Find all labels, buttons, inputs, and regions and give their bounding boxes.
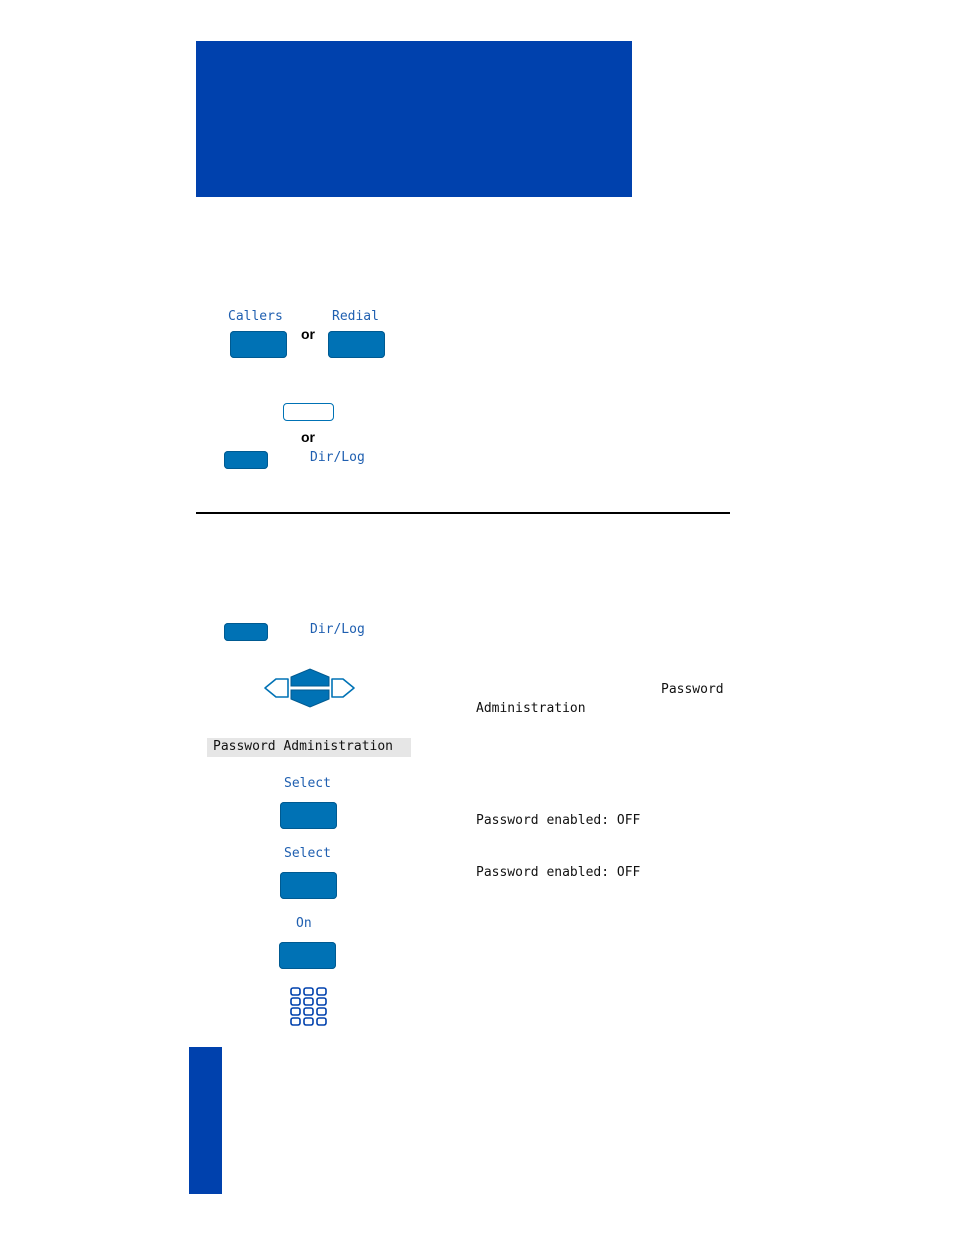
instruction-password-word: Password <box>661 682 724 697</box>
instruction-administration-word: Administration <box>476 701 586 716</box>
header-banner <box>196 41 632 197</box>
dialpad-icon <box>289 986 329 1028</box>
display-strip-text: Password Administration <box>213 739 394 754</box>
callers-softkey-label: Callers <box>228 309 283 324</box>
or-text-1: or <box>301 326 315 342</box>
redial-softkey[interactable] <box>328 331 385 358</box>
dirlog-key-label-2: Dir/Log <box>310 622 365 637</box>
section-divider <box>196 512 730 514</box>
on-softkey[interactable] <box>279 942 336 969</box>
dirlog-key-2[interactable] <box>224 623 268 641</box>
display-strip <box>207 738 411 757</box>
or-text-2: or <box>301 429 315 445</box>
select-softkey-label-1: Select <box>284 776 331 791</box>
handsfree-key[interactable] <box>283 403 334 421</box>
password-status-text-1: Password enabled: OFF <box>476 813 641 828</box>
callers-softkey[interactable] <box>230 331 287 358</box>
navigation-right-key[interactable] <box>332 679 354 697</box>
side-tab <box>189 1047 222 1194</box>
navigation-cluster-icon[interactable] <box>262 666 358 710</box>
navigation-down-key[interactable] <box>291 690 329 707</box>
select-softkey-label-2: Select <box>284 846 331 861</box>
dirlog-key-1[interactable] <box>224 451 268 469</box>
redial-softkey-label: Redial <box>332 309 379 324</box>
navigation-left-key[interactable] <box>265 679 288 697</box>
on-softkey-label: On <box>296 916 312 931</box>
password-status-text-2: Password enabled: OFF <box>476 865 641 880</box>
navigation-up-key[interactable] <box>291 669 329 686</box>
select-softkey-1[interactable] <box>280 802 337 829</box>
select-softkey-2[interactable] <box>280 872 337 899</box>
dirlog-key-label-1: Dir/Log <box>310 450 365 465</box>
